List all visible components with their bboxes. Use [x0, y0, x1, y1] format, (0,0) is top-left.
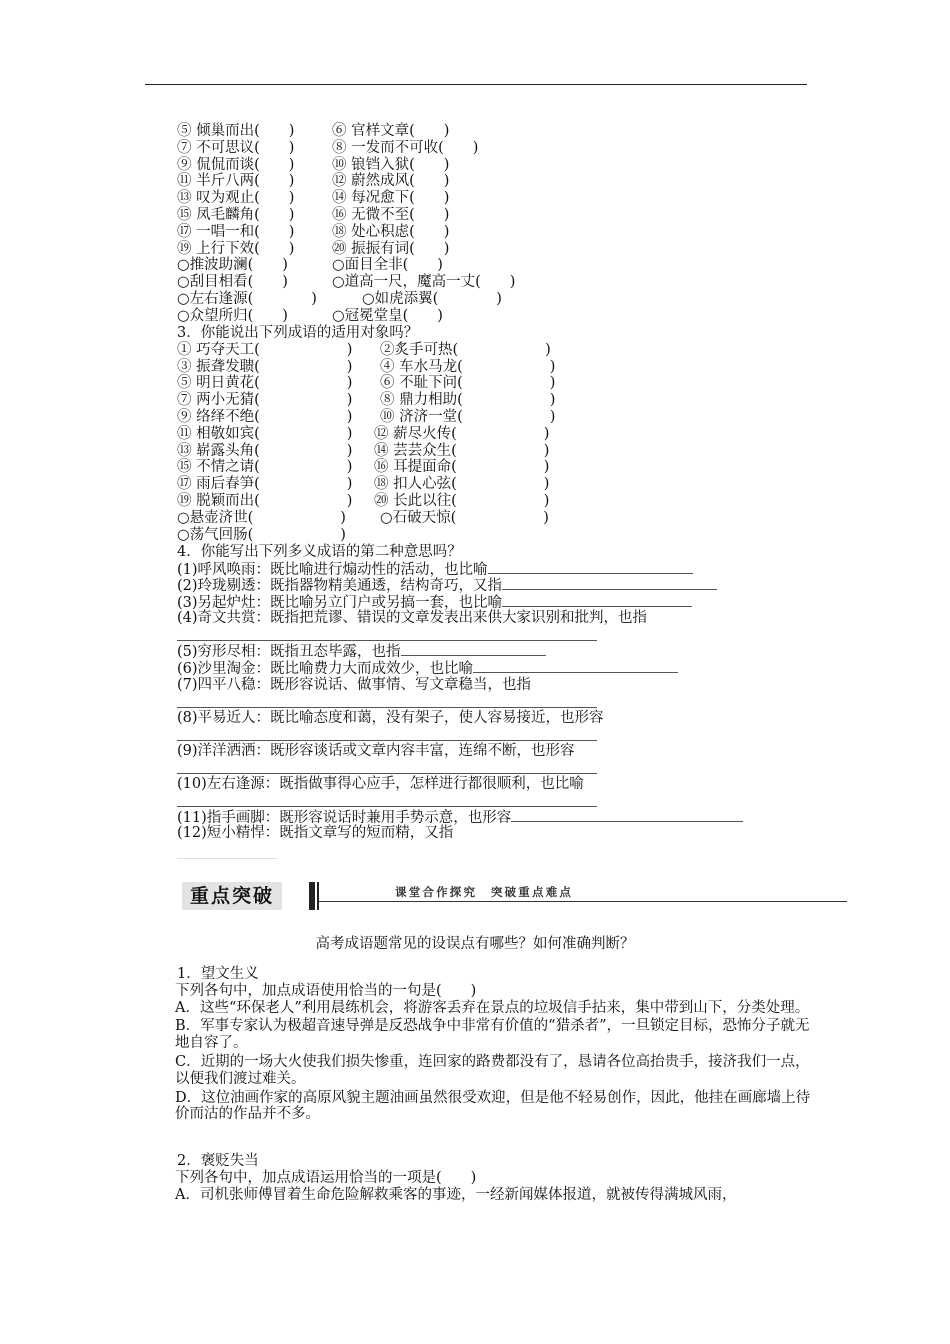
- list-item: ⑨ 络绎不绝( ) ⑩ 济济一堂( ): [177, 408, 556, 425]
- list-item: ⑬ 叹为观止( ) ⑭ 每况愈下( ): [177, 190, 450, 207]
- question-3: [177, 325, 817, 543]
- list-item: (8)平易近人：既比喻态度和蔼，没有架子，使人容易接近，也形容: [177, 710, 817, 743]
- part-2: [177, 1153, 813, 1203]
- list-item: ○众望所归( ) ○冠冕堂皇( ): [177, 307, 443, 324]
- option-a: A．这些“环保老人”利用晨练机会，将游客丢弃在景点的垃圾信手拈来，集中带到山下，分类处理。: [175, 999, 810, 1016]
- divider: [177, 858, 277, 859]
- option-d: D．这位油画作家的高原风貌主题油画虽然很受欢迎，但是他不轻易创作，因此，他挂在画廊墙上待价而沽的作品并不多。: [175, 1089, 811, 1123]
- question-prompt: 3．你能说出下列成语的适用对象吗？: [177, 325, 419, 341]
- list-item: ③ 振聋发聩( ) ④ 车水马龙( ): [177, 358, 556, 375]
- answer-blank[interactable]: [177, 806, 597, 807]
- option-b: B．军事专家认为极超音速导弹是反恐战争中非常有价值的“猎杀者”，一旦锁定目标，恐怖分子就无地自容了。: [175, 1018, 810, 1052]
- answer-blank[interactable]: [502, 594, 692, 607]
- banner-bar-thin: [317, 882, 319, 910]
- list-item: (9)洋洋洒洒：既形容谈话或文章内容丰富，连绵不断，也形容: [177, 743, 817, 776]
- list-item: ⑦ 不可思议( ) ⑧ 一发而不可收( ): [177, 139, 479, 156]
- list-item: (1)呼风唤雨：既比喻进行煽动性的活动，也比喻: [177, 561, 817, 578]
- list-item: (5)穷形尽相：既指丑态毕露，也指: [177, 643, 817, 660]
- answer-blank[interactable]: [473, 660, 678, 673]
- banner-rule: [319, 901, 847, 902]
- list-item: (6)沙里淘金：既比喻费力大而成效少，也比喻: [177, 660, 817, 677]
- list-item: ⑪ 半斤八两( ) ⑫ 蔚然成风( ): [177, 173, 450, 190]
- list-item: ⑰ 雨后春笋( ) ⑱ 扣人心弦( ): [177, 476, 550, 493]
- option-c: C．近期的一场大火使我们损失惨重，连回家的路费都没有了，恳请各位高抬贵手，接济我们一点，以便我们渡过难关。: [175, 1053, 810, 1087]
- list-item: ⑨ 侃侃而谈( ) ⑩ 锒铛入狱( ): [177, 156, 450, 173]
- idiom-list-continued: [177, 123, 817, 325]
- answer-blank[interactable]: [488, 561, 693, 574]
- banner-subtitle: 课堂合作探究 突破重点难点: [395, 885, 574, 899]
- answer-blank[interactable]: [177, 740, 597, 741]
- answer-blank[interactable]: [502, 577, 717, 590]
- part-question: 下列各句中，加点成语运用恰当的一项是( ): [175, 1169, 477, 1186]
- answer-blank[interactable]: [177, 707, 597, 708]
- list-item: (10)左右逢源：既指做事得心应手，怎样进行都很顺利，也比喻: [177, 776, 817, 809]
- option-a: A．司机张师傅冒着生命危险解救乘客的事迹，一经新闻媒体报道，就被传得满城风雨，: [175, 1186, 737, 1203]
- list-item: ⑮ 凤毛麟角( ) ⑯ 无微不至( ): [177, 206, 450, 223]
- list-item: (4)奇文共赏：既指把荒谬、错误的文章发表出来供大家识别和批判，也指: [177, 610, 817, 643]
- list-item: ⑪ 相敬如宾( ) ⑫ 薪尽火传( ): [177, 425, 550, 442]
- list-item: ○推波助澜( ) ○面目全非( ): [177, 257, 443, 274]
- list-item: ⑰ 一唱一和( ) ⑱ 处心积虑( ): [177, 223, 450, 240]
- list-item: (12)短小精悍：既指文章写的短而精，又指: [177, 825, 454, 842]
- list-item: ⑲ 脱颖而出( ) ⑳ 长此以往( ): [177, 492, 550, 509]
- part-question: 下列各句中，加点成语使用恰当的一句是( ): [175, 982, 477, 999]
- list-item: ⑦ 两小无猜( ) ⑧ 鼎力相助( ): [177, 392, 556, 409]
- list-item: (3)另起炉灶：既比喻另立门户或另搞一套，也比喻: [177, 594, 817, 611]
- list-item: ○悬壶济世( ) ○石破天惊( ): [177, 509, 549, 526]
- section-banner: [177, 878, 847, 914]
- answer-blank[interactable]: [511, 809, 743, 822]
- part-heading: 2．褒贬失当: [177, 1153, 259, 1169]
- list-item: ① 巧夺天工( ) ②炙手可热( ): [177, 341, 551, 358]
- list-item: ⑬ 崭露头角( ) ⑭ 芸芸众生( ): [177, 442, 550, 459]
- list-item: ○荡气回肠( ): [177, 526, 346, 543]
- question-4: [177, 544, 817, 842]
- list-item: (11)指手画脚：既形容说话时兼用手势示意，也形容: [177, 809, 817, 826]
- list-item: ⑤ 明日黄花( ) ⑥ 不耻下问( ): [177, 375, 556, 392]
- top-rule: [145, 84, 807, 85]
- main-question: 高考成语题常见的设误点有哪些？如何准确判断？: [315, 936, 635, 952]
- part-1: [177, 966, 813, 1123]
- banner-title: 重点突破: [182, 882, 282, 910]
- list-item: (2)玲珑剔透：既指器物精美通透，结构奇巧，又指: [177, 577, 817, 594]
- list-item: ○刮目相看( ) ○道高一尺，魔高一丈( ): [177, 274, 516, 291]
- banner-bar: [309, 882, 315, 910]
- question-prompt: 4．你能写出下列多义成语的第二种意思吗？: [177, 544, 462, 560]
- answer-blank[interactable]: [177, 640, 597, 641]
- list-item: ○左右逢源( ) ○如虎添翼( ): [177, 290, 502, 307]
- list-item: ⑮ 不情之请( ) ⑯ 耳提面命( ): [177, 459, 550, 476]
- list-item: ⑲ 上行下效( ) ⑳ 振振有词( ): [177, 240, 450, 257]
- answer-blank[interactable]: [401, 643, 546, 656]
- part-heading: 1．望文生义: [177, 966, 259, 982]
- answer-blank[interactable]: [177, 773, 597, 774]
- list-item: ⑤ 倾巢而出( ) ⑥ 官样文章( ): [177, 123, 450, 139]
- list-item: (7)四平八稳：既形容说话、做事情、写文章稳当，也指: [177, 677, 817, 710]
